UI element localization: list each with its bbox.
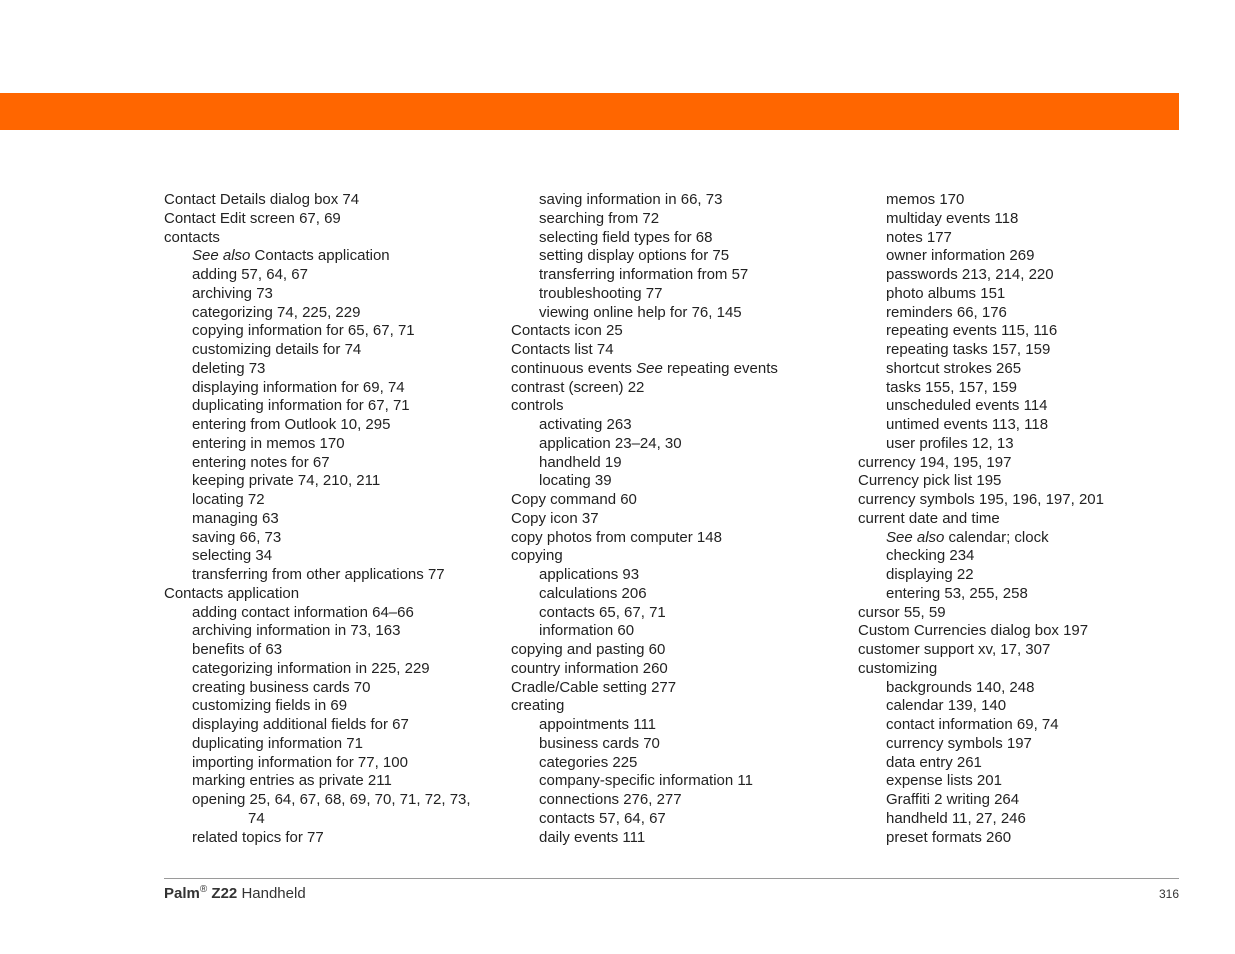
- index-subentry: [164, 397, 494, 416]
- index-subentry: [858, 416, 1188, 435]
- index-entry-text: company-specific information 11: [539, 772, 753, 790]
- index-entry-text: categorizing information in 225, 229: [192, 659, 430, 677]
- see-also-label: See also: [192, 247, 251, 265]
- index-subentry: [858, 697, 1188, 716]
- index-subentry: [858, 716, 1188, 735]
- index-entry-text: untimed events 113, 118: [886, 416, 1049, 433]
- index-entry: [511, 397, 841, 416]
- index-entry-text: adding 57, 64, 67: [192, 266, 308, 283]
- index-entry: [511, 641, 841, 660]
- index-subentry: [164, 491, 494, 510]
- index-subentry: [164, 435, 494, 454]
- index-subentry: [164, 810, 494, 829]
- index-subentry: [511, 435, 841, 454]
- index-subentry: [858, 379, 1188, 398]
- index-entry-text: memos 170: [886, 191, 965, 208]
- index-subentry: [511, 304, 841, 323]
- header-accent-bar: [0, 93, 1179, 130]
- index-entry-text: Contacts icon 25: [511, 322, 623, 340]
- index-subentry: [511, 210, 841, 229]
- index-subentry: [858, 285, 1188, 304]
- index-entry-text: 74: [248, 809, 265, 827]
- index-entry: [858, 604, 1188, 623]
- index-entry-text: repeating events 115, 116: [886, 322, 1058, 340]
- registered-mark: ®: [199, 884, 208, 895]
- index-entry-text: multiday events 118: [886, 209, 1019, 227]
- index-entry-text: transferring information from 57: [539, 266, 749, 283]
- index-entry-text: deleting 73: [192, 359, 266, 377]
- footer-brand: Palm: [164, 885, 200, 902]
- index-entry-text: managing 63: [192, 509, 279, 527]
- index-entry-text: selecting 34: [192, 547, 273, 565]
- index-entry-text: contact information 69, 74: [886, 716, 1059, 733]
- index-entry-text: calculations 206: [539, 584, 647, 602]
- see-also-label: See also: [886, 528, 945, 546]
- index-entry-text: setting display options for 75: [539, 247, 730, 265]
- index-subentry: [511, 585, 841, 604]
- index-entry: [511, 491, 841, 510]
- index-subentry: [164, 772, 494, 791]
- index-entry-text: handheld 19: [539, 453, 622, 471]
- index-entry-text: expense lists 201: [886, 772, 1002, 790]
- index-entry-text: duplicating information for 67, 71: [192, 397, 410, 415]
- index-entry-text: keeping private 74, 210, 211: [192, 472, 381, 490]
- index-entry-text: entering in memos 170: [192, 434, 345, 452]
- index-entry: [858, 510, 1188, 529]
- index-subentry: [164, 341, 494, 360]
- index-entry-text: information 60: [539, 622, 635, 640]
- index-entry: [511, 379, 841, 398]
- index-entry-text: photo albums 151: [886, 284, 1006, 302]
- index-entry: [511, 679, 841, 698]
- index-entry-text: Contacts application: [164, 584, 300, 602]
- index-entry-text: copying information for 65, 67, 71: [192, 322, 415, 340]
- index-entry-text: tasks 155, 157, 159: [886, 378, 1017, 396]
- index-entry: [858, 641, 1188, 660]
- index-subentry: [858, 810, 1188, 829]
- index-entry-text: passwords 213, 214, 220: [886, 266, 1054, 283]
- index-entry-text: Currency pick list 195: [858, 472, 1002, 490]
- index-entry-text: handheld 11, 27, 246: [886, 809, 1026, 827]
- index-subentry: [858, 529, 1188, 548]
- index-entry: [858, 454, 1188, 473]
- index-entry: [511, 510, 841, 529]
- index-entry-text: archiving information in 73, 163: [192, 622, 401, 640]
- index-entry: [511, 529, 841, 548]
- index-entry-text: entering from Outlook 10, 295: [192, 416, 391, 433]
- index-subentry: [858, 360, 1188, 379]
- index-subentry: [858, 791, 1188, 810]
- index-entry-text: unscheduled events 114: [886, 397, 1048, 415]
- index-subentry: [858, 304, 1188, 323]
- index-entry: [164, 585, 494, 604]
- index-entry-text: transferring from other applications 77: [192, 566, 445, 583]
- footer-product-name: [164, 884, 306, 902]
- index-subentry: [858, 829, 1188, 848]
- index-entry-text: cursor 55, 59: [858, 603, 946, 621]
- index-entry-text: creating business cards 70: [192, 678, 371, 696]
- index-subentry: [858, 266, 1188, 285]
- index-subentry: [858, 679, 1188, 698]
- index-entry-text: contacts: [164, 228, 220, 246]
- index-subentry: [511, 604, 841, 623]
- index-entry-text: categorizing 74, 225, 229: [192, 303, 361, 321]
- index-entry: [511, 547, 841, 566]
- index-entry: [511, 697, 841, 716]
- index-entry-text: notes 177: [886, 228, 952, 246]
- index-subentry: [511, 191, 841, 210]
- index-entry-text: displaying 22: [886, 566, 974, 583]
- index-entry-text: customizing: [858, 659, 938, 677]
- index-entry: [511, 322, 841, 341]
- index-subentry: [858, 322, 1188, 341]
- index-subentry: [164, 735, 494, 754]
- index-subentry: [858, 247, 1188, 266]
- index-entry-text: currency symbols 197: [886, 734, 1032, 752]
- index-subentry: [164, 754, 494, 773]
- index-subentry: [858, 435, 1188, 454]
- index-entry-text: troubleshooting 77: [539, 284, 663, 302]
- index-entry-text-after: repeating events: [662, 359, 778, 377]
- index-subentry: [164, 829, 494, 848]
- index-entry: [511, 341, 841, 360]
- footer-model: Z22: [211, 885, 238, 902]
- index-entry-text: current date and time: [858, 509, 1000, 527]
- index-entry-text: locating 72: [192, 491, 265, 508]
- index-subentry: [858, 341, 1188, 360]
- index-column-2: [511, 191, 841, 847]
- index-subentry: [164, 416, 494, 435]
- index-subentry: [164, 791, 494, 810]
- index-entry-text: contacts 57, 64, 67: [539, 809, 666, 827]
- index-subentry: [858, 229, 1188, 248]
- index-subentry: [164, 472, 494, 491]
- index-subentry: [164, 247, 494, 266]
- index-subentry: [858, 566, 1188, 585]
- index-subentry: [858, 547, 1188, 566]
- index-subentry: [511, 829, 841, 848]
- index-entry-text: Contact Details dialog box 74: [164, 191, 360, 208]
- index-entry-text: searching from 72: [539, 209, 660, 227]
- index-entry-text: entering notes for 67: [192, 453, 330, 471]
- index-entry-text: marking entries as private 211: [192, 772, 392, 790]
- index-entry: [858, 622, 1188, 641]
- index-subentry: [511, 622, 841, 641]
- index-entry: [858, 472, 1188, 491]
- index-subentry: [164, 454, 494, 473]
- index-entry-text: displaying information for 69, 74: [192, 378, 405, 396]
- index-subentry: [511, 754, 841, 773]
- footer-divider: [164, 878, 1179, 879]
- index-subentry: [164, 529, 494, 548]
- index-entry-text: customizing details for 74: [192, 341, 362, 358]
- index-subentry: [164, 285, 494, 304]
- index-subentry: [511, 266, 841, 285]
- index-entry-text: reminders 66, 176: [886, 303, 1007, 321]
- index-subentry: [511, 285, 841, 304]
- index-subentry: [164, 716, 494, 735]
- index-subentry: [164, 379, 494, 398]
- index-entry-text: connections 276, 277: [539, 791, 682, 808]
- index-entry-text: benefits of 63: [192, 641, 283, 658]
- index-subentry: [164, 566, 494, 585]
- index-subentry: [164, 660, 494, 679]
- index-entry-text: related topics for 77: [192, 828, 324, 846]
- index-entry-text: backgrounds 140, 248: [886, 678, 1035, 696]
- index-entry-text: categories 225: [539, 753, 638, 771]
- index-subentry: [164, 266, 494, 285]
- index-subentry: [511, 416, 841, 435]
- index-subentry: [164, 360, 494, 379]
- index-entry-text: Contact Edit screen 67, 69: [164, 209, 341, 227]
- index-entry-text: archiving 73: [192, 284, 273, 302]
- index-entry-text: customer support xv, 17, 307: [858, 641, 1051, 658]
- index-entry-text: entering 53, 255, 258: [886, 584, 1028, 602]
- index-subentry: [858, 397, 1188, 416]
- index-subentry: [511, 791, 841, 810]
- index-subentry: [164, 679, 494, 698]
- index-entry-text: continuous events: [511, 359, 637, 377]
- index-subentry: [858, 191, 1188, 210]
- index-entry-text: opening 25, 64, 67, 68, 69, 70, 71, 72, 73,: [192, 791, 471, 808]
- index-entry-text: Cradle/Cable setting 277: [511, 678, 677, 696]
- index-entry: [164, 229, 494, 248]
- index-subentry: [164, 547, 494, 566]
- index-entry-text: importing information for 77, 100: [192, 753, 408, 771]
- index-entry: [511, 660, 841, 679]
- index-subentry: [858, 754, 1188, 773]
- index-entry-text: Copy icon 37: [511, 509, 599, 527]
- index-entry: [858, 660, 1188, 679]
- index-entry-text: customizing fields in 69: [192, 697, 348, 715]
- index-entry-text: copying and pasting 60: [511, 641, 666, 658]
- index-entry-text: checking 234: [886, 547, 975, 565]
- index-subentry: [164, 604, 494, 623]
- index-column-3: [858, 191, 1188, 847]
- index-subentry: [164, 322, 494, 341]
- index-entry-text: business cards 70: [539, 734, 660, 752]
- index-entry-text: locating 39: [539, 472, 612, 490]
- index-subentry: [511, 716, 841, 735]
- index-entry: [164, 210, 494, 229]
- index-entry-text: calendar; clock: [944, 528, 1049, 546]
- index-subentry: [858, 585, 1188, 604]
- index-entry-text: currency symbols 195, 196, 197, 201: [858, 491, 1104, 508]
- index-entry-text: adding contact information 64–66: [192, 603, 414, 621]
- index-entry-text: selecting field types for 68: [539, 228, 713, 246]
- index-entry-text: calendar 139, 140: [886, 697, 1007, 715]
- index-subentry: [164, 304, 494, 323]
- index-entry-text: Contacts application: [250, 247, 390, 265]
- index-entry-text: saving 66, 73: [192, 528, 282, 546]
- footer-product: Handheld: [241, 885, 306, 902]
- index-entry-text: currency 194, 195, 197: [858, 453, 1012, 471]
- see-label: See: [636, 359, 663, 377]
- index-subentry: [511, 566, 841, 585]
- index-entry-text: contrast (screen) 22: [511, 378, 645, 396]
- index-subentry: [511, 247, 841, 266]
- index-entry-text: creating: [511, 697, 565, 715]
- index-entry-text: Graffiti 2 writing 264: [886, 791, 1020, 808]
- index-subentry: [511, 472, 841, 491]
- index-entry-text: Contacts list 74: [511, 341, 614, 358]
- index-entry-text: application 23–24, 30: [539, 434, 682, 452]
- index-entry-text: controls: [511, 397, 564, 415]
- index-entry-text: applications 93: [539, 566, 640, 583]
- index-entry-text: shortcut strokes 265: [886, 359, 1022, 377]
- index-entry-text: displaying additional fields for 67: [192, 716, 409, 733]
- index-column-1: [164, 191, 494, 847]
- index-subentry: [511, 772, 841, 791]
- index-entry-text: repeating tasks 157, 159: [886, 341, 1051, 358]
- index-entry-text: contacts 65, 67, 71: [539, 603, 666, 621]
- page-number: 316: [1158, 887, 1179, 901]
- index-entry-text: data entry 261: [886, 753, 982, 771]
- index-entry: [858, 491, 1188, 510]
- index-entry-text: appointments 111: [539, 716, 657, 733]
- index-subentry: [858, 210, 1188, 229]
- index-entry-text: copying: [511, 547, 563, 565]
- index-subentry: [858, 772, 1188, 791]
- index-subentry: [511, 229, 841, 248]
- index-subentry: [164, 641, 494, 660]
- index-entry-text: daily events 111: [539, 828, 646, 846]
- index-subentry: [511, 735, 841, 754]
- index-entry-text: duplicating information 71: [192, 734, 363, 752]
- index-entry: [164, 191, 494, 210]
- index-entry-text: saving information in 66, 73: [539, 191, 723, 208]
- index-entry-text: Custom Currencies dialog box 197: [858, 622, 1089, 640]
- index-entry-text: user profiles 12, 13: [886, 434, 1014, 452]
- index-entry-text: Copy command 60: [511, 491, 637, 508]
- index-subentry: [511, 454, 841, 473]
- index-entry-text: country information 260: [511, 659, 668, 677]
- index-subentry: [164, 697, 494, 716]
- index-entry-text: viewing online help for 76, 145: [539, 303, 742, 321]
- index-subentry: [164, 510, 494, 529]
- index-entry-text: copy photos from computer 148: [511, 528, 722, 546]
- index-entry-text: owner information 269: [886, 247, 1035, 265]
- index-subentry: [858, 735, 1188, 754]
- index-subentry: [164, 622, 494, 641]
- index-entry: [511, 360, 841, 379]
- index-entry-text: activating 263: [539, 416, 632, 433]
- index-entry-text: preset formats 260: [886, 828, 1012, 846]
- index-subentry: [511, 810, 841, 829]
